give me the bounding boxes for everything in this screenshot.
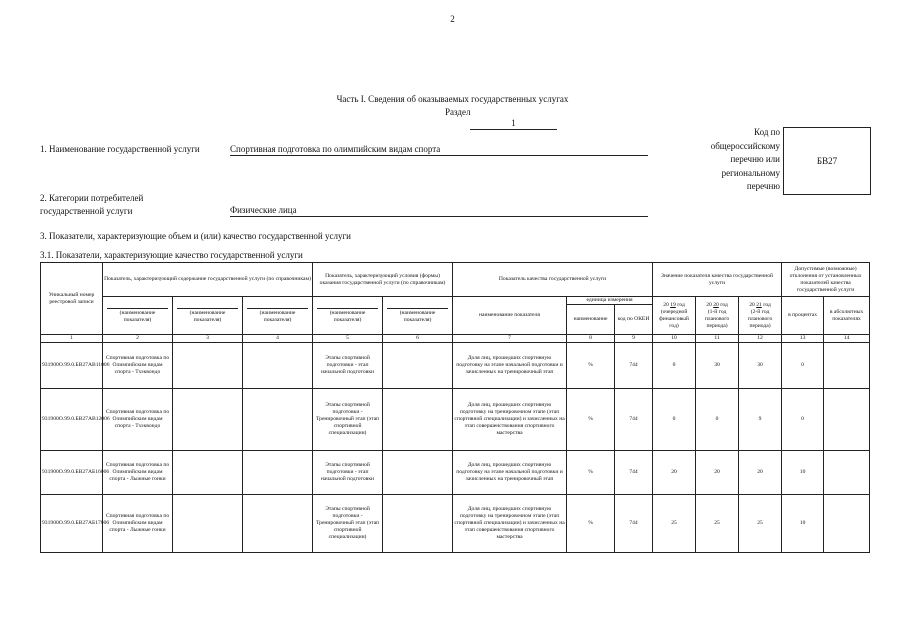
column-number: 9	[615, 335, 653, 343]
empty-cell	[824, 389, 870, 451]
consumers-label-1: 2. Категории потребителей	[40, 193, 144, 203]
empty-cell	[383, 495, 453, 553]
header-indicator-name	[243, 297, 313, 335]
year-note: (2-й год планового периода)	[747, 308, 773, 329]
section-label: Раздел	[445, 107, 471, 117]
row-deviation-percent: 10	[782, 495, 824, 553]
header-quality-indicator-name: наименование показателя	[453, 297, 567, 335]
row-unit: %	[567, 495, 615, 553]
column-number: 13	[782, 335, 824, 343]
year-value: 19	[670, 301, 676, 308]
empty-cell	[243, 451, 313, 495]
year-suffix: год	[677, 301, 685, 308]
empty-cell	[824, 343, 870, 389]
row-value-year-3: 25	[739, 495, 782, 553]
row-value-year-1: 20	[653, 451, 696, 495]
row-sport: Спортивная подготовка по Олимпийским видам спорта - Лыжные гонки	[103, 495, 173, 553]
header-unit: единица измерения	[567, 297, 653, 305]
row-value-year-3: 20	[739, 451, 782, 495]
code-value: БВ27	[816, 156, 838, 166]
consumers-value: Физические лица	[230, 205, 648, 217]
header-unique-number: Уникальный номер реестровой записи	[41, 263, 103, 335]
header-indicator-name-text: (наименование показателя)	[317, 308, 377, 324]
empty-cell	[243, 389, 313, 451]
row-value-year-2: 30	[696, 343, 739, 389]
row-code: 931900О.99.0.БВ27АВ12006	[41, 389, 103, 451]
row-value-year-2: 20	[696, 451, 739, 495]
row-value-year-1: 25	[653, 495, 696, 553]
empty-cell	[173, 495, 243, 553]
code-label-line: перечню	[746, 181, 780, 191]
service-name-label: 1. Наименование государственной услуги	[40, 144, 200, 154]
row-sport: Спортивная подготовка по Олимпийским видам спорта - Тхэквондо	[103, 343, 173, 389]
year-prefix: 20	[749, 301, 755, 308]
empty-cell	[243, 495, 313, 553]
column-number: 14	[824, 335, 870, 343]
code-label	[690, 126, 780, 194]
header-conditions: Показатель, характеризующий условия (формы) оказания государственной услуги (по справочникам)	[313, 263, 453, 297]
row-unit: %	[567, 343, 615, 389]
row-value-year-2: 0	[696, 389, 739, 451]
year-suffix: год	[763, 301, 771, 308]
empty-cell	[824, 451, 870, 495]
section-value: 1	[470, 118, 557, 130]
empty-cell	[383, 343, 453, 389]
row-stage: Этапы спортивной подготовки - этап начальной подготовки	[313, 451, 383, 495]
code-label-line: Код по	[754, 127, 780, 137]
year-prefix: 20	[663, 301, 669, 308]
column-number: 5	[313, 335, 383, 343]
year-note: (очередной финансовый год)	[659, 308, 689, 329]
row-indicator: Доля лиц, прошедших спортивную подготовку на тренировочном этапе (этап спортивной специализации) и зачисленных на этап совершенствования спортивного мастерства	[453, 495, 567, 553]
year-prefix: 20	[706, 301, 712, 308]
header-okei: код по ОКЕИ	[615, 305, 653, 335]
header-indicator-name	[173, 297, 243, 335]
column-number: 8	[567, 335, 615, 343]
row-okei: 744	[615, 451, 653, 495]
header-quality: Показатель качества государственной услуги	[453, 263, 653, 297]
service-name-value: Спортивная подготовка по олимпийским видам спорта	[230, 144, 648, 156]
header-absolute: в абсолютных показателях	[824, 297, 870, 335]
row-value-year-1: 0	[653, 343, 696, 389]
code-label-line: перечню или	[730, 154, 780, 164]
row-value-year-2: 25	[696, 495, 739, 553]
row-deviation-percent: 0	[782, 389, 824, 451]
year-suffix: год	[720, 301, 728, 308]
table-row	[41, 495, 870, 553]
row-okei: 744	[615, 495, 653, 553]
header-content: Показатель, характеризующий содержание государственной услуги (по справочникам)	[103, 263, 313, 297]
row-stage: Этапы спортивной подготовки - этап начальной подготовки	[313, 343, 383, 389]
column-number: 12	[739, 335, 782, 343]
part-title: Часть I. Сведения об оказываемых государственных услугах	[336, 94, 569, 104]
empty-cell	[824, 495, 870, 553]
header-indicator-name-text: (наименование показателя)	[247, 308, 307, 324]
year-note: (1-й год планового периода)	[704, 308, 730, 329]
header-indicator-name-text: (наименование показателя)	[387, 308, 447, 324]
quality-table	[40, 262, 870, 553]
year-value: 20	[713, 301, 719, 308]
row-deviation-percent: 10	[782, 451, 824, 495]
header-indicator-name	[313, 297, 383, 335]
row-value-year-1: 0	[653, 389, 696, 451]
row-code: 931900О.99.0.БВ27АБ17006	[41, 495, 103, 553]
row-sport: Спортивная подготовка по Олимпийским видам спорта - Тхэквондо	[103, 389, 173, 451]
empty-cell	[173, 389, 243, 451]
empty-cell	[243, 343, 313, 389]
row-sport: Спортивная подготовка по Олимпийским видам спорта - Лыжные гонки	[103, 451, 173, 495]
row-indicator: Доля лиц, прошедших спортивную подготовку на тренировочном этапе (этап спортивной специализации) и зачисленных на этап совершенствования спортивного мастерства	[453, 389, 567, 451]
column-number: 1	[41, 335, 103, 343]
column-number: 6	[383, 335, 453, 343]
column-numbers-row	[41, 335, 870, 343]
row-okei: 744	[615, 389, 653, 451]
header-year-1	[653, 297, 696, 335]
row-code: 931900О.99.0.БВ27АВ11006	[41, 343, 103, 389]
row-value-year-3: 30	[739, 343, 782, 389]
row-indicator: Доля лиц, прошедших спортивную подготовку на этапе начальной подготовки и зачисленных на тренировочный этап	[453, 343, 567, 389]
column-number: 11	[696, 335, 739, 343]
row-stage: Этапы спортивной подготовки - Тренировочный этап (этап спортивной специализации)	[313, 495, 383, 553]
empty-cell	[383, 389, 453, 451]
table-row	[41, 343, 870, 389]
code-label-line: общероссийскому	[710, 140, 780, 151]
column-number: 2	[103, 335, 173, 343]
code-label-line: региональному	[721, 167, 780, 178]
empty-cell	[173, 343, 243, 389]
row-unit: %	[567, 389, 615, 451]
header-percent: в процентах	[782, 297, 824, 335]
header-indicator-name-text: (наименование показателя)	[107, 308, 167, 324]
table-row	[41, 451, 870, 495]
page-number: 2	[450, 14, 455, 24]
empty-cell	[173, 451, 243, 495]
header-indicator-name	[103, 297, 173, 335]
row-code: 931900О.99.0.БВ27АБ16006	[41, 451, 103, 495]
header-year-2	[696, 297, 739, 335]
row-stage: Этапы спортивной подготовки - Тренировочный этап (этап спортивной специализации)	[313, 389, 383, 451]
column-number: 3	[173, 335, 243, 343]
column-number: 7	[453, 335, 567, 343]
empty-cell	[383, 451, 453, 495]
header-values: Значение показателя качества государственной услуги	[653, 263, 782, 297]
item-3-1-heading: 3.1. Показатели, характеризующие качество государственной услуги	[40, 250, 303, 260]
row-okei: 744	[615, 343, 653, 389]
table-row	[41, 389, 870, 451]
column-number: 10	[653, 335, 696, 343]
column-number: 4	[243, 335, 313, 343]
row-indicator: Доля лиц, прошедших спортивную подготовку на этапе начальной подготовки и зачисленных на тренировочный этап	[453, 451, 567, 495]
year-value: 21	[756, 301, 762, 308]
header-indicator-name-text: (наименование показателя)	[177, 308, 237, 324]
row-unit: %	[567, 451, 615, 495]
code-box	[783, 127, 871, 195]
header-year-3	[739, 297, 782, 335]
row-value-year-3: 9	[739, 389, 782, 451]
header-unit-name: наименование	[567, 305, 615, 335]
item-3-heading: 3. Показатели, характеризующие объем и (или) качество государственной услуги	[40, 231, 351, 241]
header-indicator-name	[383, 297, 453, 335]
header-deviation: Допустимые (возможные) отклонения от установленных показателей качества государственной услуги	[782, 263, 870, 297]
consumers-label-2: государственной услуги	[40, 206, 133, 216]
row-deviation-percent: 0	[782, 343, 824, 389]
